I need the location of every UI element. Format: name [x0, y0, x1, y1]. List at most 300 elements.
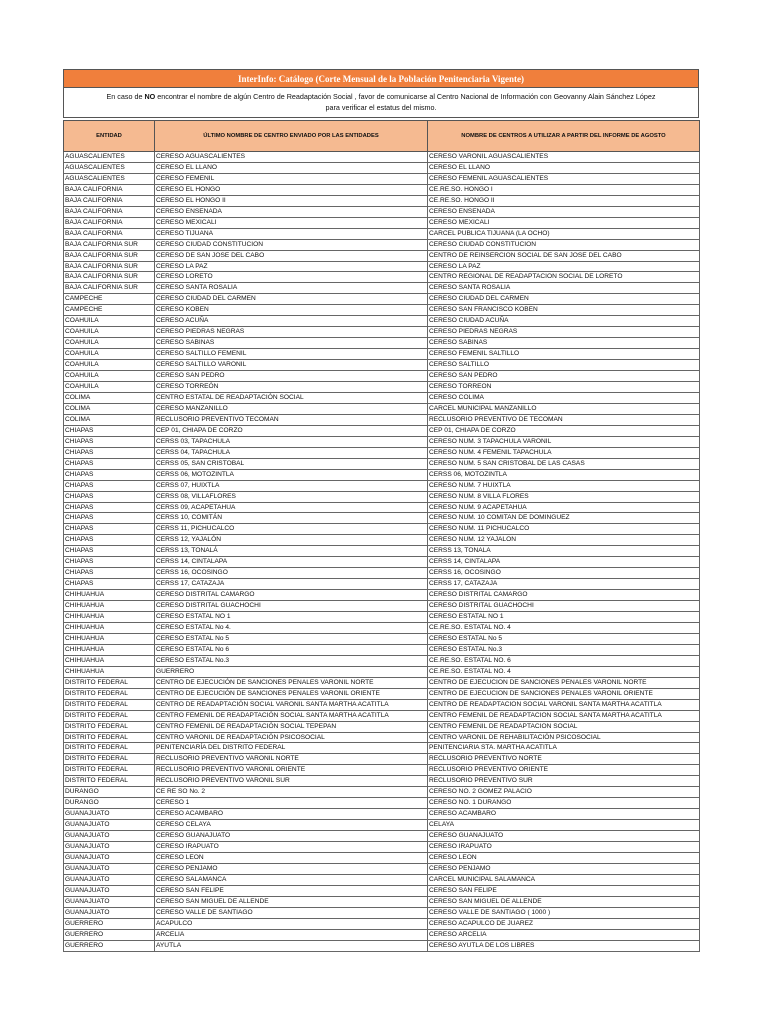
- cell-ultimo-nombre: CERESO ACAMBARO: [155, 809, 428, 820]
- notice-emphasis: NO: [144, 92, 156, 101]
- cell-ultimo-nombre: CERESO ESTATAL NO 1: [155, 612, 428, 623]
- cell-nombre-nuevo: RECLUSORIO PREVENTIVO NORTE: [428, 754, 700, 765]
- cell-entidad: AGUASCALIENTES: [64, 152, 155, 163]
- cell-entidad: CHIAPAS: [64, 524, 155, 535]
- cell-ultimo-nombre: CERESO CIUDAD CONSTITUCION: [155, 239, 428, 250]
- cell-ultimo-nombre: CERESO SALTILLO FEMENIL: [155, 349, 428, 360]
- cell-nombre-nuevo: CERESO AYUTLA DE LOS LIBRES: [428, 940, 700, 951]
- cell-entidad: COAHUILA: [64, 360, 155, 371]
- cell-entidad: CHIAPAS: [64, 469, 155, 480]
- table-row: [64, 568, 700, 579]
- table-row: [64, 162, 700, 173]
- cell-nombre-nuevo: CERESO EL LLANO: [428, 162, 700, 173]
- cell-nombre-nuevo: CERESO CIUDAD DEL CARMEN: [428, 294, 700, 305]
- header-entidad: ENTIDAD: [64, 121, 155, 152]
- cell-nombre-nuevo: CERESO CIUDAD ACUÑA: [428, 316, 700, 327]
- cell-nombre-nuevo: CENTRO FEMENIL DE READAPTACION SOCIAL: [428, 721, 700, 732]
- cell-entidad: GUERRERO: [64, 918, 155, 929]
- cell-entidad: CHIHUAHUA: [64, 644, 155, 655]
- cell-ultimo-nombre: CERESO LEON: [155, 853, 428, 864]
- table-row: [64, 239, 700, 250]
- cell-entidad: GUANAJUATO: [64, 907, 155, 918]
- table-row: [64, 863, 700, 874]
- table-row: [64, 710, 700, 721]
- table-row: [64, 502, 700, 513]
- cell-ultimo-nombre: CERESO LORETO: [155, 272, 428, 283]
- cell-entidad: GUANAJUATO: [64, 896, 155, 907]
- cell-entidad: BAJA CALIFORNIA SUR: [64, 261, 155, 272]
- cell-ultimo-nombre: CERSS 04, TAPACHULA: [155, 447, 428, 458]
- cell-ultimo-nombre: CERESO CELAYA: [155, 820, 428, 831]
- cell-nombre-nuevo: CENTRO DE EJECUCION DE SANCIONES PENALES VARONIL ORIENTE: [428, 688, 700, 699]
- cell-ultimo-nombre: CENTRO VARONIL DE READAPTACIÓN PSICOSOCIAL: [155, 732, 428, 743]
- cell-ultimo-nombre: ACAPULCO: [155, 918, 428, 929]
- cell-entidad: DISTRITO FEDERAL: [64, 677, 155, 688]
- table-body: [64, 152, 700, 952]
- cell-nombre-nuevo: CERESO NO. 1 DURANGO: [428, 798, 700, 809]
- table-row: [64, 338, 700, 349]
- cell-nombre-nuevo: RECLUSORIO PREVENTIVO DE TECOMAN: [428, 414, 700, 425]
- table-row: [64, 327, 700, 338]
- cell-ultimo-nombre: CERESO SAN FELIPE: [155, 885, 428, 896]
- cell-ultimo-nombre: CERSS 14, CINTALAPA: [155, 557, 428, 568]
- cell-entidad: CHIAPAS: [64, 458, 155, 469]
- table-row: [64, 776, 700, 787]
- cell-ultimo-nombre: CERESO DE SAN JOSE DEL CABO: [155, 250, 428, 261]
- table-row: [64, 480, 700, 491]
- cell-nombre-nuevo: CERESO ARCELIA: [428, 929, 700, 940]
- header-row: [64, 121, 700, 152]
- cell-entidad: CHIAPAS: [64, 535, 155, 546]
- cell-entidad: DISTRITO FEDERAL: [64, 721, 155, 732]
- cell-ultimo-nombre: RECLUSORIO PREVENTIVO TECOMAN: [155, 414, 428, 425]
- table-row: [64, 929, 700, 940]
- table-row: [64, 754, 700, 765]
- cell-nombre-nuevo: CERESO NUM. 11 PICHUCALCO: [428, 524, 700, 535]
- table-row: [64, 918, 700, 929]
- table-row: [64, 447, 700, 458]
- cell-ultimo-nombre: CERESO MANZANILLO: [155, 403, 428, 414]
- table-row: [64, 907, 700, 918]
- cell-nombre-nuevo: CERESO DISTRITAL GUACHOCHI: [428, 601, 700, 612]
- cell-nombre-nuevo: CERESO TORREON: [428, 382, 700, 393]
- notice-box: [63, 88, 699, 118]
- notice-line1-rest: encontrar el nombre de algún Centro de Readaptación Social , favor de comunicarse al Centro Nacional de Información con Geovanny Alain Sánchez López: [155, 92, 656, 101]
- cell-ultimo-nombre: CERSS 05, SAN CRISTOBAL: [155, 458, 428, 469]
- cell-entidad: CHIHUAHUA: [64, 633, 155, 644]
- cell-ultimo-nombre: CERSS 12, YAJALÓN: [155, 535, 428, 546]
- cell-ultimo-nombre: CENTRO DE EJECUCIÓN DE SANCIONES PENALES VARONIL ORIENTE: [155, 688, 428, 699]
- cell-ultimo-nombre: CEP 01, CHIAPA DE CORZO: [155, 425, 428, 436]
- cell-ultimo-nombre: CERESO 1: [155, 798, 428, 809]
- cell-nombre-nuevo: CERESO ACAPULCO DE JUAREZ: [428, 918, 700, 929]
- cell-nombre-nuevo: RECLUSORIO PREVENTIVO ORIENTE: [428, 765, 700, 776]
- cell-entidad: DISTRITO FEDERAL: [64, 699, 155, 710]
- cell-entidad: CHIHUAHUA: [64, 612, 155, 623]
- cell-entidad: CAMPECHE: [64, 294, 155, 305]
- cell-nombre-nuevo: CENTRO DE EJECUCION DE SANCIONES PENALES VARONIL NORTE: [428, 677, 700, 688]
- cell-entidad: CHIAPAS: [64, 425, 155, 436]
- table-row: [64, 206, 700, 217]
- cell-entidad: GUANAJUATO: [64, 853, 155, 864]
- table-row: [64, 283, 700, 294]
- cell-nombre-nuevo: CERESO SABINAS: [428, 338, 700, 349]
- table-row: [64, 382, 700, 393]
- table-row: [64, 590, 700, 601]
- cell-ultimo-nombre: CERESO KOBEN: [155, 305, 428, 316]
- cell-nombre-nuevo: CERESO SALTILLO: [428, 360, 700, 371]
- table-row: [64, 612, 700, 623]
- cell-nombre-nuevo: CERESO NUM. 4 FEMENIL TAPACHULA: [428, 447, 700, 458]
- cell-entidad: CHIAPAS: [64, 568, 155, 579]
- table-row: [64, 436, 700, 447]
- table-row: [64, 425, 700, 436]
- table-row: [64, 820, 700, 831]
- table-row: [64, 666, 700, 677]
- cell-nombre-nuevo: CERESO FEMENIL AGUASCALIENTES: [428, 173, 700, 184]
- cell-ultimo-nombre: CENTRO ESTATAL DE READAPTACIÓN SOCIAL: [155, 392, 428, 403]
- cell-ultimo-nombre: CERSS 06, MOTOZINTLA: [155, 469, 428, 480]
- cell-nombre-nuevo: CERESO ESTATAL No 5: [428, 633, 700, 644]
- table-row: [64, 622, 700, 633]
- cell-ultimo-nombre: CERSS 08, VILLAFLORES: [155, 491, 428, 502]
- cell-ultimo-nombre: CERESO AGUASCALIENTES: [155, 152, 428, 163]
- cell-ultimo-nombre: CERESO ENSENADA: [155, 206, 428, 217]
- table-row: [64, 721, 700, 732]
- cell-nombre-nuevo: CERESO NUM. 5 SAN CRISTOBAL DE LAS CASAS: [428, 458, 700, 469]
- cell-nombre-nuevo: CE.RE.SO. HONGO II: [428, 195, 700, 206]
- cell-nombre-nuevo: CERSS 13, TONALA: [428, 546, 700, 557]
- cell-ultimo-nombre: CENTRO FEMENIL DE READAPTACIÓN SOCIAL SANTA MARTHA ACATITLA: [155, 710, 428, 721]
- cell-ultimo-nombre: CERESO SABINAS: [155, 338, 428, 349]
- table-row: [64, 371, 700, 382]
- cell-ultimo-nombre: CENTRO DE EJECUCIÓN DE SANCIONES PENALES VARONIL NORTE: [155, 677, 428, 688]
- table-row: [64, 294, 700, 305]
- header-nombre-nuevo: NOMBRE DE CENTROS A UTILIZAR A PARTIR DEL INFORME DE AGOSTO: [428, 121, 700, 152]
- table-row: [64, 732, 700, 743]
- cell-nombre-nuevo: CE.RE.SO. ESTATAL NO. 6: [428, 655, 700, 666]
- table-row: [64, 524, 700, 535]
- table-row: [64, 644, 700, 655]
- table-row: [64, 250, 700, 261]
- cell-entidad: COAHUILA: [64, 316, 155, 327]
- cell-ultimo-nombre: CERESO DISTRITAL GUACHOCHI: [155, 601, 428, 612]
- cell-nombre-nuevo: CERESO VALLE DE SANTIAGO ( 1000 ): [428, 907, 700, 918]
- cell-ultimo-nombre: CERSS 03, TAPACHULA: [155, 436, 428, 447]
- cell-ultimo-nombre: CERESO PENJAMO: [155, 863, 428, 874]
- cell-nombre-nuevo: CARCEL MUNICIPAL MANZANILLO: [428, 403, 700, 414]
- cell-ultimo-nombre: RECLUSORIO PREVENTIVO VARONIL SUR: [155, 776, 428, 787]
- table-row: [64, 787, 700, 798]
- cell-ultimo-nombre: GUERRERO: [155, 666, 428, 677]
- cell-ultimo-nombre: CERESO FEMENIL: [155, 173, 428, 184]
- cell-nombre-nuevo: CERSS 16, OCOSINGO: [428, 568, 700, 579]
- cell-nombre-nuevo: CERESO MEXICALI: [428, 217, 700, 228]
- cell-nombre-nuevo: CERESO IRAPUATO: [428, 842, 700, 853]
- cell-ultimo-nombre: CERESO EL HONGO II: [155, 195, 428, 206]
- cell-entidad: CHIAPAS: [64, 579, 155, 590]
- cell-ultimo-nombre: CERSS 13, TONALÁ: [155, 546, 428, 557]
- table-row: [64, 228, 700, 239]
- table-row: [64, 414, 700, 425]
- cell-nombre-nuevo: CERESO ENSENADA: [428, 206, 700, 217]
- table-row: [64, 688, 700, 699]
- cell-ultimo-nombre: CERSS 16, OCOSINGO: [155, 568, 428, 579]
- cell-nombre-nuevo: CENTRO DE REINSERCION SOCIAL DE SAN JOSE DEL CABO: [428, 250, 700, 261]
- cell-entidad: DURANGO: [64, 787, 155, 798]
- cell-entidad: COAHUILA: [64, 371, 155, 382]
- cell-ultimo-nombre: CERESO SALAMANCA: [155, 874, 428, 885]
- table-row: [64, 743, 700, 754]
- cell-nombre-nuevo: CE.RE.SO. ESTATAL NO. 4: [428, 666, 700, 677]
- notice-line-2: para verificar el estatus del mismo.: [325, 103, 437, 112]
- table-row: [64, 885, 700, 896]
- cell-entidad: DISTRITO FEDERAL: [64, 732, 155, 743]
- table-row: [64, 184, 700, 195]
- cell-entidad: CHIAPAS: [64, 491, 155, 502]
- cell-nombre-nuevo: CERSS 06, MOTOZINTLA: [428, 469, 700, 480]
- cell-ultimo-nombre: PENITENCIARÍA DEL DISTRITO FEDERAL: [155, 743, 428, 754]
- cell-entidad: GUANAJUATO: [64, 831, 155, 842]
- cell-entidad: BAJA CALIFORNIA SUR: [64, 250, 155, 261]
- table-row: [64, 765, 700, 776]
- cell-nombre-nuevo: CE.RE.SO. HONGO I: [428, 184, 700, 195]
- table-row: [64, 272, 700, 283]
- cell-nombre-nuevo: CERESO VARONIL AGUASCALIENTES: [428, 152, 700, 163]
- cell-nombre-nuevo: CERESO ACAMBARO: [428, 809, 700, 820]
- cell-nombre-nuevo: CE.RE.SO. ESTATAL NO. 4: [428, 622, 700, 633]
- table-row: [64, 152, 700, 163]
- cell-entidad: DISTRITO FEDERAL: [64, 743, 155, 754]
- table-row: [64, 316, 700, 327]
- table-row: [64, 469, 700, 480]
- cell-nombre-nuevo: CERESO LEON: [428, 853, 700, 864]
- table-row: [64, 546, 700, 557]
- cell-nombre-nuevo: CERESO PENJAMO: [428, 863, 700, 874]
- table-row: [64, 305, 700, 316]
- cell-ultimo-nombre: CE RE SO No. 2: [155, 787, 428, 798]
- cell-nombre-nuevo: CERESO LA PAZ: [428, 261, 700, 272]
- catalog-table: [63, 120, 700, 952]
- cell-ultimo-nombre: CERESO SAN MIGUEL DE ALLENDE: [155, 896, 428, 907]
- cell-entidad: COLIMA: [64, 392, 155, 403]
- cell-nombre-nuevo: CENTRO FEMENIL DE READAPTACION SOCIAL SANTA MARTHA ACATITLA: [428, 710, 700, 721]
- cell-entidad: DISTRITO FEDERAL: [64, 754, 155, 765]
- table-row: [64, 940, 700, 951]
- cell-nombre-nuevo: CERESO SAN MIGUEL DE ALLENDE: [428, 896, 700, 907]
- cell-entidad: COAHUILA: [64, 327, 155, 338]
- cell-entidad: AGUASCALIENTES: [64, 162, 155, 173]
- cell-entidad: CHIHUAHUA: [64, 590, 155, 601]
- table-row: [64, 458, 700, 469]
- table-row: [64, 809, 700, 820]
- cell-entidad: CAMPECHE: [64, 305, 155, 316]
- cell-entidad: BAJA CALIFORNIA: [64, 217, 155, 228]
- table-row: [64, 831, 700, 842]
- cell-ultimo-nombre: RECLUSORIO PREVENTIVO VARONIL ORIENTE: [155, 765, 428, 776]
- table-row: [64, 853, 700, 864]
- cell-ultimo-nombre: CERESO DISTRITAL CAMARGO: [155, 590, 428, 601]
- cell-entidad: DISTRITO FEDERAL: [64, 765, 155, 776]
- table-row: [64, 633, 700, 644]
- cell-nombre-nuevo: CERESO ESTATAL NO 1: [428, 612, 700, 623]
- cell-ultimo-nombre: CERSS 07, HUIXTLA: [155, 480, 428, 491]
- cell-nombre-nuevo: CERSS 14, CINTALAPA: [428, 557, 700, 568]
- cell-ultimo-nombre: CERSS 17, CATAZAJA: [155, 579, 428, 590]
- cell-entidad: DISTRITO FEDERAL: [64, 776, 155, 787]
- cell-ultimo-nombre: CERESO IRAPUATO: [155, 842, 428, 853]
- cell-entidad: CHIAPAS: [64, 436, 155, 447]
- cell-ultimo-nombre: CERESO ESTATAL No 6: [155, 644, 428, 655]
- table-row: [64, 798, 700, 809]
- cell-nombre-nuevo: CENTRO REGIONAL DE READAPTACION SOCIAL DE LORETO: [428, 272, 700, 283]
- cell-entidad: GUANAJUATO: [64, 842, 155, 853]
- cell-entidad: DISTRITO FEDERAL: [64, 710, 155, 721]
- cell-ultimo-nombre: CERESO SAN PEDRO: [155, 371, 428, 382]
- cell-entidad: BAJA CALIFORNIA: [64, 228, 155, 239]
- cell-entidad: CHIAPAS: [64, 502, 155, 513]
- cell-entidad: GUERRERO: [64, 929, 155, 940]
- cell-ultimo-nombre: CERESO MEXICALI: [155, 217, 428, 228]
- cell-nombre-nuevo: CERESO SAN FRANCISCO KOBEN: [428, 305, 700, 316]
- cell-entidad: GUANAJUATO: [64, 820, 155, 831]
- cell-entidad: CHIHUAHUA: [64, 601, 155, 612]
- cell-ultimo-nombre: CERESO TORREÓN: [155, 382, 428, 393]
- cell-nombre-nuevo: CERESO GUANAJUATO: [428, 831, 700, 842]
- cell-entidad: DISTRITO FEDERAL: [64, 688, 155, 699]
- table-row: [64, 842, 700, 853]
- cell-ultimo-nombre: CENTRO DE READAPTACIÓN SOCIAL VARONIL SANTA MARTHA ACATITLA: [155, 699, 428, 710]
- cell-ultimo-nombre: CERESO EL HONGO: [155, 184, 428, 195]
- cell-ultimo-nombre: CERSS 09, ACAPETAHUA: [155, 502, 428, 513]
- cell-nombre-nuevo: CENTRO DE READAPTACION SOCIAL VARONIL SANTA MARTHA ACATITLA: [428, 699, 700, 710]
- notice-prefix: En caso de: [106, 92, 145, 101]
- table-row: [64, 349, 700, 360]
- cell-nombre-nuevo: PENITENCIARIA STA. MARTHA ACATITLA: [428, 743, 700, 754]
- sheet-title: InterInfo: Catálogo (Corte Mensual de la Población Penitenciaria Vigente): [63, 69, 699, 88]
- table-row: [64, 677, 700, 688]
- table-row: [64, 557, 700, 568]
- cell-entidad: GUANAJUATO: [64, 809, 155, 820]
- cell-ultimo-nombre: CERESO TIJUANA: [155, 228, 428, 239]
- cell-nombre-nuevo: CENTRO VARONIL DE REHABILITACIÓN PSICOSOCIAL: [428, 732, 700, 743]
- cell-nombre-nuevo: CERESO NUM. 3 TAPACHULA VARONIL: [428, 436, 700, 447]
- cell-ultimo-nombre: RECLUSORIO PREVENTIVO VARONIL NORTE: [155, 754, 428, 765]
- cell-nombre-nuevo: RECLUSORIO PREVENTIVO SUR: [428, 776, 700, 787]
- cell-entidad: CHIAPAS: [64, 480, 155, 491]
- cell-entidad: GUERRERO: [64, 940, 155, 951]
- cell-nombre-nuevo: CERESO CIUDAD CONSTITUCION: [428, 239, 700, 250]
- table-row: [64, 173, 700, 184]
- cell-nombre-nuevo: CERESO NUM. 7 HUIXTLA: [428, 480, 700, 491]
- cell-ultimo-nombre: CERESO CIUDAD DEL CARMEN: [155, 294, 428, 305]
- cell-nombre-nuevo: CERESO COLIMA: [428, 392, 700, 403]
- cell-nombre-nuevo: CERESO SAN PEDRO: [428, 371, 700, 382]
- table-row: [64, 601, 700, 612]
- cell-nombre-nuevo: CEP 01, CHIAPA DE CORZO: [428, 425, 700, 436]
- catalog-sheet: [63, 69, 699, 952]
- cell-nombre-nuevo: CERESO FEMENIL SALTILLO: [428, 349, 700, 360]
- cell-ultimo-nombre: CERESO ACUÑA: [155, 316, 428, 327]
- cell-ultimo-nombre: CERESO ESTATAL No.3: [155, 655, 428, 666]
- cell-entidad: BAJA CALIFORNIA: [64, 184, 155, 195]
- cell-entidad: GUANAJUATO: [64, 885, 155, 896]
- cell-entidad: BAJA CALIFORNIA SUR: [64, 283, 155, 294]
- table-row: [64, 403, 700, 414]
- cell-ultimo-nombre: CERESO SALTILLO VARONIL: [155, 360, 428, 371]
- cell-entidad: CHIHUAHUA: [64, 655, 155, 666]
- cell-entidad: DURANGO: [64, 798, 155, 809]
- cell-ultimo-nombre: CERESO GUANAJUATO: [155, 831, 428, 842]
- cell-ultimo-nombre: CERESO ESTATAL No 4.: [155, 622, 428, 633]
- cell-nombre-nuevo: CERESO NUM. 8 VILLA FLORES: [428, 491, 700, 502]
- table-row: [64, 217, 700, 228]
- cell-entidad: GUANAJUATO: [64, 863, 155, 874]
- cell-nombre-nuevo: CELAYA: [428, 820, 700, 831]
- cell-ultimo-nombre: CERESO PIEDRAS NEGRAS: [155, 327, 428, 338]
- cell-entidad: CHIHUAHUA: [64, 666, 155, 677]
- table-row: [64, 491, 700, 502]
- cell-entidad: CHIAPAS: [64, 546, 155, 557]
- cell-entidad: CHIAPAS: [64, 513, 155, 524]
- cell-entidad: BAJA CALIFORNIA SUR: [64, 272, 155, 283]
- table-row: [64, 874, 700, 885]
- cell-entidad: CHIAPAS: [64, 447, 155, 458]
- cell-entidad: BAJA CALIFORNIA SUR: [64, 239, 155, 250]
- cell-nombre-nuevo: CARCEL MUNICIPAL SALAMANCA: [428, 874, 700, 885]
- table-row: [64, 896, 700, 907]
- cell-entidad: CHIAPAS: [64, 557, 155, 568]
- table-row: [64, 195, 700, 206]
- cell-ultimo-nombre: ARCELIA: [155, 929, 428, 940]
- table-row: [64, 579, 700, 590]
- cell-ultimo-nombre: CERESO SANTA ROSALIA: [155, 283, 428, 294]
- cell-entidad: GUANAJUATO: [64, 874, 155, 885]
- cell-nombre-nuevo: CERESO NUM. 12 YAJALON: [428, 535, 700, 546]
- table-row: [64, 513, 700, 524]
- table-row: [64, 535, 700, 546]
- cell-ultimo-nombre: CERESO ESTATAL No 5: [155, 633, 428, 644]
- cell-nombre-nuevo: CERESO SAN FELIPE: [428, 885, 700, 896]
- cell-entidad: COAHUILA: [64, 338, 155, 349]
- cell-entidad: BAJA CALIFORNIA: [64, 206, 155, 217]
- cell-nombre-nuevo: CERESO SANTA ROSALIA: [428, 283, 700, 294]
- cell-ultimo-nombre: CERESO EL LLANO: [155, 162, 428, 173]
- cell-nombre-nuevo: CERESO PIEDRAS NEGRAS: [428, 327, 700, 338]
- cell-ultimo-nombre: AYUTLA: [155, 940, 428, 951]
- table-row: [64, 261, 700, 272]
- cell-entidad: BAJA CALIFORNIA: [64, 195, 155, 206]
- table-row: [64, 699, 700, 710]
- cell-ultimo-nombre: CERSS 10, COMITÁN: [155, 513, 428, 524]
- table-row: [64, 392, 700, 403]
- cell-ultimo-nombre: CERSS 11, PICHUCALCO: [155, 524, 428, 535]
- header-ultimo-nombre: ÚLTIMO NOMBRE DE CENTRO ENVIADO POR LAS ENTIDADES: [155, 121, 428, 152]
- table-row: [64, 655, 700, 666]
- cell-nombre-nuevo: CERESO DISTRITAL CAMARGO: [428, 590, 700, 601]
- cell-entidad: COAHUILA: [64, 349, 155, 360]
- table-row: [64, 360, 700, 371]
- cell-nombre-nuevo: CERESO ESTATAL No.3: [428, 644, 700, 655]
- cell-ultimo-nombre: CERESO VALLE DE SANTIAGO: [155, 907, 428, 918]
- cell-ultimo-nombre: CERESO LA PAZ: [155, 261, 428, 272]
- cell-entidad: CHIHUAHUA: [64, 622, 155, 633]
- cell-nombre-nuevo: CERESO NUM. 10 COMITAN DE DOMINGUEZ: [428, 513, 700, 524]
- notice-line-1: [64, 91, 698, 102]
- cell-nombre-nuevo: CERESO NUM. 9 ACAPETAHUA: [428, 502, 700, 513]
- cell-nombre-nuevo: CARCEL PUBLICA TIJUANA (LA OCHO): [428, 228, 700, 239]
- cell-entidad: COLIMA: [64, 403, 155, 414]
